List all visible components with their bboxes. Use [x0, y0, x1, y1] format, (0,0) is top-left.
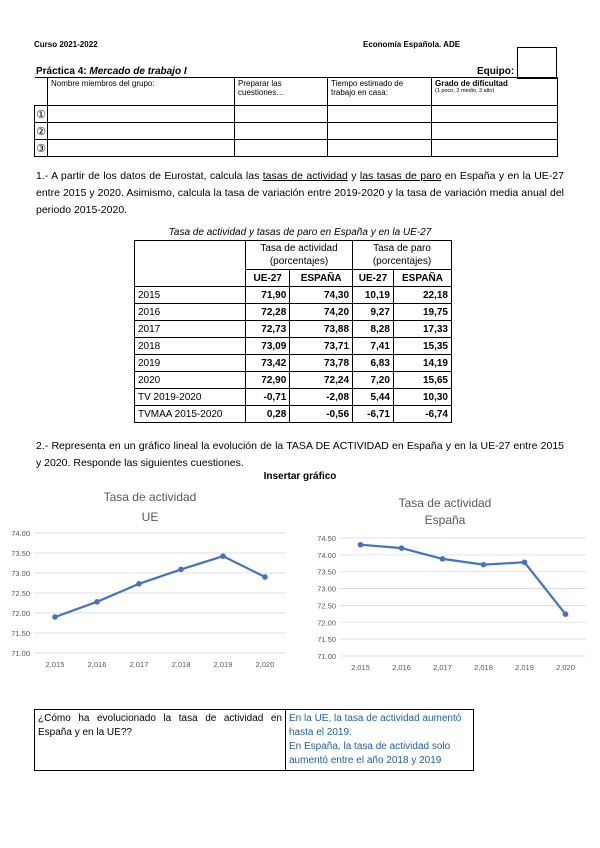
data-point — [563, 611, 569, 617]
group-activity: Tasa de actividad (porcentajes) — [246, 241, 353, 270]
x-tick-label: 2,020 — [255, 660, 275, 669]
y-tick-label: 71.00 — [11, 649, 30, 658]
value-cell: -6,71 — [353, 406, 394, 423]
table-row — [135, 355, 452, 372]
value-cell: 73,78 — [290, 355, 353, 372]
value-cell: 15,35 — [393, 338, 451, 355]
data-point — [136, 581, 142, 587]
value-cell: 72,28 — [246, 304, 290, 321]
row-label: 2018 — [135, 338, 246, 355]
x-tick-label: 2,016 — [392, 663, 411, 672]
practice-title — [36, 66, 187, 77]
value-cell: -0,71 — [246, 389, 290, 406]
team-box[interactable] — [517, 47, 557, 79]
row-number: ② — [35, 123, 48, 140]
y-tick-label: 73.50 — [11, 549, 30, 558]
row-label: 2017 — [135, 321, 246, 338]
value-cell: 10,19 — [353, 287, 394, 304]
value-cell: 72,73 — [246, 321, 290, 338]
data-point — [399, 545, 405, 551]
chart-subtitle: España — [424, 513, 466, 527]
y-tick-label: 71.50 — [317, 635, 336, 645]
row-label: 2019 — [135, 355, 246, 372]
value-cell: 7,20 — [353, 372, 394, 389]
y-tick-label: 73.50 — [317, 567, 336, 577]
row-label: TV 2019-2020 — [135, 389, 246, 406]
value-cell: 7,41 — [353, 338, 394, 355]
data-point — [522, 559, 528, 565]
row-number: ③ — [35, 140, 48, 157]
group-unemployment: Tasa de paro (porcentajes) — [353, 241, 452, 270]
x-tick-label: 2,015 — [351, 663, 370, 672]
answer-spain: En España, la tasa de actividad solo aumentó entre el año 2018 y 2019 — [289, 741, 451, 766]
answer-ue: En la UE, la tasa de actividad aumentó hasta el 2019. — [289, 713, 462, 738]
table-row — [135, 338, 452, 355]
data-point — [178, 567, 184, 573]
col-time: Tiempo estimado de trabajo en casa: — [328, 78, 432, 106]
sub-header: ESPAÑA — [290, 270, 353, 287]
data-point — [52, 614, 58, 620]
x-tick-label: 2,018 — [171, 660, 191, 669]
row-number: ① — [35, 106, 48, 123]
data-point — [220, 553, 226, 559]
y-tick-label: 71.00 — [317, 652, 336, 661]
underline-activity: tasas de actividad — [262, 170, 348, 182]
table-row — [135, 389, 452, 406]
value-cell: 5,44 — [353, 389, 394, 406]
x-tick-label: 2,017 — [129, 660, 149, 669]
y-tick-label: 73.00 — [11, 569, 30, 578]
x-tick-label: 2,017 — [433, 663, 452, 672]
value-cell: 72,90 — [246, 372, 290, 389]
y-tick-label: 71.50 — [11, 629, 30, 638]
value-cell: 8,28 — [353, 321, 394, 338]
col-members: Nombre miembros del grupo: — [48, 78, 235, 106]
value-cell: 72,24 — [290, 372, 353, 389]
data-point — [481, 562, 487, 568]
value-cell: 22,18 — [393, 287, 451, 304]
value-cell: 14,19 — [393, 355, 451, 372]
member-name-cell[interactable] — [48, 123, 235, 140]
question-1: 1.- A partir de los datos de Eurostat, calcula las tasas de actividad y las tasas de paro en España y en la UE-27 entre 2015 y 2020. Asimismo, calcula la tasa de variación entre 2019-2020 y la tasa de variación media anual del periodo 2015-2020. — [36, 170, 564, 216]
value-cell: 6,83 — [353, 355, 394, 372]
table-row — [135, 372, 452, 389]
difficulty-scale: (1 poco, 2 medio, 3 alto) — [435, 88, 495, 94]
member-row — [35, 140, 558, 157]
value-cell: 10,30 — [393, 389, 451, 406]
qa-question: ¿Cómo ha evolucionado la tasa de actividad en España y en la UE?? — [35, 710, 286, 771]
value-cell: -6,74 — [393, 406, 451, 423]
difficulty-label: Grado de dificultad — [435, 79, 508, 88]
value-cell: 9,27 — [353, 304, 394, 321]
practice-name: Mercado de trabajo I — [89, 66, 187, 77]
x-tick-label: 2,016 — [87, 660, 107, 669]
x-tick-label: 2,019 — [213, 660, 233, 669]
members-table — [34, 77, 558, 157]
y-tick-label: 72.00 — [317, 618, 336, 628]
practice-label: Práctica 4: — [36, 66, 87, 77]
value-cell: 74,20 — [290, 304, 353, 321]
value-cell: 15,65 — [393, 372, 451, 389]
table-row — [135, 406, 452, 423]
value-cell: 73,71 — [290, 338, 353, 355]
col-prepare: Preparar las cuestiones… — [235, 78, 328, 106]
data-point — [262, 574, 268, 580]
qa-table — [34, 709, 474, 771]
y-tick-label: 73.00 — [317, 584, 336, 594]
sub-header: UE-27 — [246, 270, 290, 287]
y-tick-label: 74.00 — [11, 529, 30, 538]
row-label: 2020 — [135, 372, 246, 389]
chart-title: Tasa de actividad — [398, 496, 492, 510]
y-tick-label: 74.50 — [317, 534, 336, 543]
member-name-cell[interactable] — [48, 106, 235, 123]
series-line — [55, 556, 265, 617]
data-point — [358, 542, 364, 548]
team-label: Equipo: — [477, 66, 515, 77]
x-tick-label: 2,019 — [515, 663, 534, 672]
course-label: Curso 2021-2022 — [34, 40, 98, 49]
data-point — [94, 599, 100, 605]
row-label: 2016 — [135, 304, 246, 321]
y-tick-label: 74.00 — [317, 550, 336, 560]
chart-title: Tasa de actividad — [103, 490, 197, 504]
data-point — [440, 556, 446, 562]
chart-spain — [306, 484, 600, 676]
col-difficulty — [432, 78, 558, 106]
value-cell: 19,75 — [393, 304, 451, 321]
y-tick-label: 72.50 — [11, 589, 30, 598]
value-cell: 73,09 — [246, 338, 290, 355]
row-label: TVMAA 2015-2020 — [135, 406, 246, 423]
value-cell: 0,28 — [246, 406, 290, 423]
x-tick-label: 2,018 — [474, 663, 493, 672]
question-2: 2.- Representa en un gráfico lineal la evolución de la TASA DE ACTIVIDAD en España y en la UE-27 entre 2015 y 2020. Responde las siguientes cuestiones. — [36, 440, 564, 469]
value-cell: 73,88 — [290, 321, 353, 338]
member-row — [35, 106, 558, 123]
subject-label: Economía Española. ADE — [363, 40, 461, 49]
table-row — [135, 304, 452, 321]
table-row — [135, 287, 452, 304]
value-cell: -2,08 — [290, 389, 353, 406]
y-tick-label: 72.50 — [317, 601, 336, 611]
x-tick-label: 2,020 — [556, 663, 575, 672]
chart-subtitle: UE — [141, 510, 159, 524]
table-row — [135, 321, 452, 338]
chart-ue — [0, 484, 296, 676]
value-cell: 74,30 — [290, 287, 353, 304]
value-cell: 71,90 — [246, 287, 290, 304]
member-name-cell[interactable] — [48, 140, 235, 157]
sub-header: UE-27 — [353, 270, 394, 287]
row-label: 2015 — [135, 287, 246, 304]
sub-header: ESPAÑA — [393, 270, 451, 287]
insert-chart-label: Insertar gráfico — [263, 471, 337, 482]
underline-unemployment: las tasas de paro — [359, 170, 442, 182]
x-tick-label: 2,015 — [45, 660, 65, 669]
value-cell: 73,42 — [246, 355, 290, 372]
value-cell: -0,56 — [290, 406, 353, 423]
qa-answer[interactable] — [286, 710, 474, 771]
table-caption: Tasa de actividad y tasas de paro en España y en la UE-27 — [168, 227, 432, 238]
value-cell: 17,33 — [393, 321, 451, 338]
y-tick-label: 72.00 — [11, 609, 30, 618]
data-table — [134, 240, 452, 423]
member-row — [35, 123, 558, 140]
